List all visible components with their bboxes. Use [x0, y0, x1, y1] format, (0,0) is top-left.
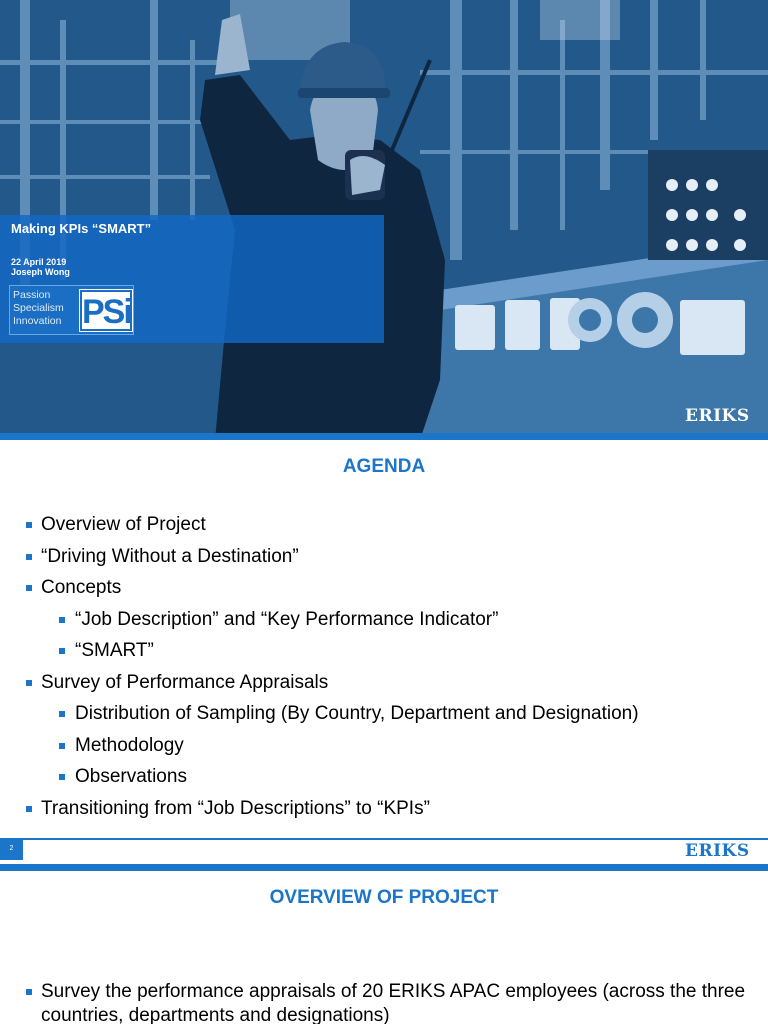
agenda-list	[0, 514, 768, 829]
agenda-heading: AGENDA	[342, 456, 426, 477]
square-bullet-icon	[26, 680, 32, 686]
agenda-slide	[0, 440, 768, 873]
presentation-title: Making KPIs “SMART”	[11, 221, 152, 236]
title-box	[0, 215, 384, 343]
presentation-date: 22 April 2019	[11, 257, 67, 267]
cover-bottom-band	[0, 433, 768, 440]
agenda-item	[0, 577, 768, 609]
psi-word-innovation: Innovation	[13, 315, 62, 327]
agenda-item	[0, 766, 768, 798]
square-bullet-icon	[59, 648, 65, 654]
agenda-item-text: “Job Description” and “Key Performance Indicator”	[75, 608, 499, 630]
overview-slide	[0, 873, 768, 1024]
psi-word-specialism: Specialism	[13, 302, 64, 314]
agenda-item-text: Survey of Performance Appraisals	[41, 671, 329, 693]
square-bullet-icon	[26, 554, 32, 560]
agenda-item-text: Transitioning from “Job Descriptions” to “KPIs”	[41, 797, 430, 819]
eriks-logo: ERIKS	[685, 406, 750, 426]
agenda-item	[0, 735, 768, 767]
agenda-item	[0, 546, 768, 578]
agenda-item-text: “Driving Without a Destination”	[41, 545, 299, 567]
agenda-item-text: Observations	[75, 766, 187, 787]
agenda-item-text: Distribution of Sampling (By Country, Department and Designation)	[75, 703, 639, 724]
psi-logo-words	[13, 289, 64, 328]
agenda-item	[0, 514, 768, 546]
list-item	[41, 980, 751, 1024]
list-item-text: Survey the performance appraisals of 20 ERIKS APAC employees (across the three countries, departments and designations)	[41, 981, 746, 1024]
footer-stripe	[0, 864, 768, 871]
square-bullet-icon	[26, 585, 32, 591]
agenda-item-text: Concepts	[41, 577, 122, 598]
agenda-item-text: Methodology	[75, 734, 184, 756]
square-bullet-icon	[26, 989, 32, 995]
page-number: 2	[0, 838, 23, 860]
agenda-item	[0, 609, 768, 641]
eriks-logo: ERIKS	[685, 841, 750, 861]
psi-word-passion: Passion	[13, 289, 51, 301]
psi-logo	[9, 285, 134, 335]
agenda-item	[0, 703, 768, 735]
agenda-item	[0, 640, 768, 672]
cover-slide	[0, 0, 768, 440]
square-bullet-icon	[26, 806, 32, 812]
square-bullet-icon	[59, 743, 65, 749]
square-bullet-icon	[59, 711, 65, 717]
agenda-item-text: Overview of Project	[41, 514, 206, 535]
square-bullet-icon	[26, 522, 32, 528]
agenda-item	[0, 798, 768, 830]
square-bullet-icon	[59, 617, 65, 623]
slide-footer	[0, 838, 768, 860]
agenda-item	[0, 672, 768, 704]
agenda-item-text: “SMART”	[75, 640, 154, 661]
square-bullet-icon	[59, 774, 65, 780]
psi-logo-mark: PSi	[80, 290, 132, 331]
overview-heading: OVERVIEW OF PROJECT	[269, 887, 499, 908]
presentation-author: Joseph Wong	[11, 267, 70, 277]
